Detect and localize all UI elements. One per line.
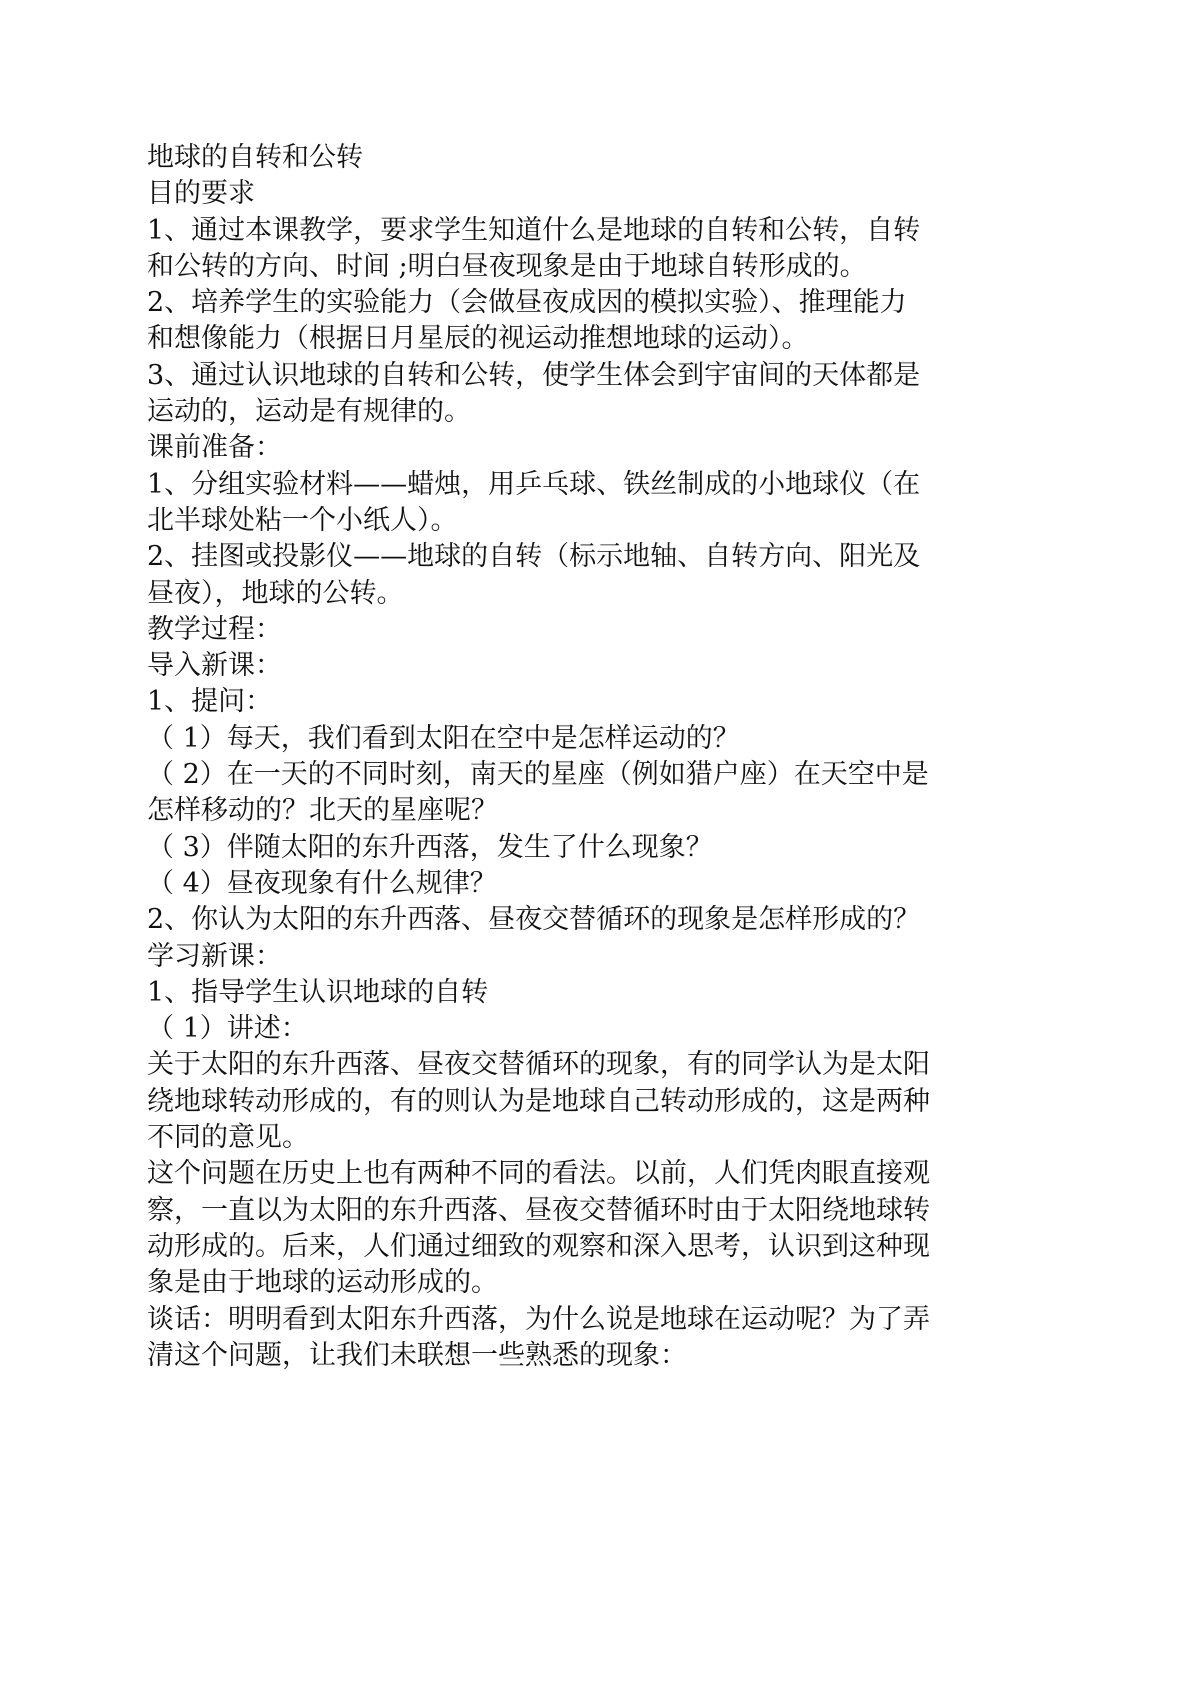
text-line: 2、你认为太阳的东升西落、昼夜交替循环的现象是怎样形成的？: [147, 904, 921, 936]
text-line: 象是由于地球的运动形成的。: [147, 1267, 498, 1299]
section-heading: 教学过程：: [147, 613, 282, 645]
section-heading: 导入新课：: [147, 650, 282, 682]
text-line: 谈话：明明看到太阳东升西落，为什么说是地球在运动呢？为了弄: [147, 1303, 930, 1335]
text-line: 怎样移动的？北天的星座呢？: [147, 795, 498, 827]
text-line: （ 3）伴随太阳的东升西落，发生了什么现象？: [147, 831, 713, 863]
text-line: （ 1）讲述：: [147, 1013, 308, 1045]
text-line: 察，一直以为太阳的东升西落、昼夜交替循环时由于太阳绕地球转: [147, 1194, 930, 1226]
text-line: 1、提问：: [147, 686, 273, 718]
text-line: 昼夜），地球的公转。: [147, 577, 404, 609]
text-line: 不同的意见。: [147, 1122, 309, 1154]
text-line: 动形成的。后来，人们通过细致的观察和深入思考，认识到这种现: [147, 1230, 930, 1262]
document-body: [147, 140, 1047, 1374]
text-line: 1、分组实验材料——蜡烛，用乒乓球、铁丝制成的小地球仪（在: [147, 468, 921, 500]
text-line: 1、通过本课教学，要求学生知道什么是地球的自转和公转，自转: [147, 214, 921, 246]
text-line: 运动的，运动是有规律的。: [147, 396, 471, 428]
section-heading: 学习新课：: [147, 940, 282, 972]
text-line: （ 4）昼夜现象有什么规律？: [147, 867, 497, 899]
text-line: 北半球处粘一个小纸人）。: [147, 504, 458, 536]
text-line: （ 2）在一天的不同时刻，南天的星座（例如猎户座）在天空中是: [147, 759, 929, 791]
text-line: 这个问题在历史上也有两种不同的看法。以前，人们凭肉眼直接观: [147, 1158, 930, 1190]
section-heading: 目的要求: [147, 178, 255, 210]
text-line: 2、挂图或投影仪——地球的自转（标示地轴、自转方向、阳光及: [147, 541, 921, 573]
text-line: 1、指导学生认识地球的自转: [147, 976, 489, 1008]
text-line: 2、培养学生的实验能力（会做昼夜成因的模拟实验）、推理能力: [147, 287, 907, 319]
text-line: 和想像能力（根据日月星辰的视运动推想地球的运动）。: [147, 323, 809, 355]
text-line: 关于太阳的东升西落、昼夜交替循环的现象，有的同学认为是太阳: [147, 1049, 930, 1081]
text-line: 和公转的方向、时间 ;明白昼夜现象是由于地球自转形成的。: [147, 250, 867, 282]
text-line: 3、通过认识地球的自转和公转，使学生体会到宇宙间的天体都是: [147, 359, 921, 391]
text-line: 清这个问题，让我们未联想一些熟悉的现象：: [147, 1339, 687, 1371]
section-heading: 课前准备：: [147, 432, 282, 464]
text-line: （ 1）每天，我们看到太阳在空中是怎样运动的？: [147, 722, 740, 754]
document-title: 地球的自转和公转: [147, 142, 363, 173]
text-line: 绕地球转动形成的，有的则认为是地球自己转动形成的，这是两种: [147, 1085, 930, 1117]
